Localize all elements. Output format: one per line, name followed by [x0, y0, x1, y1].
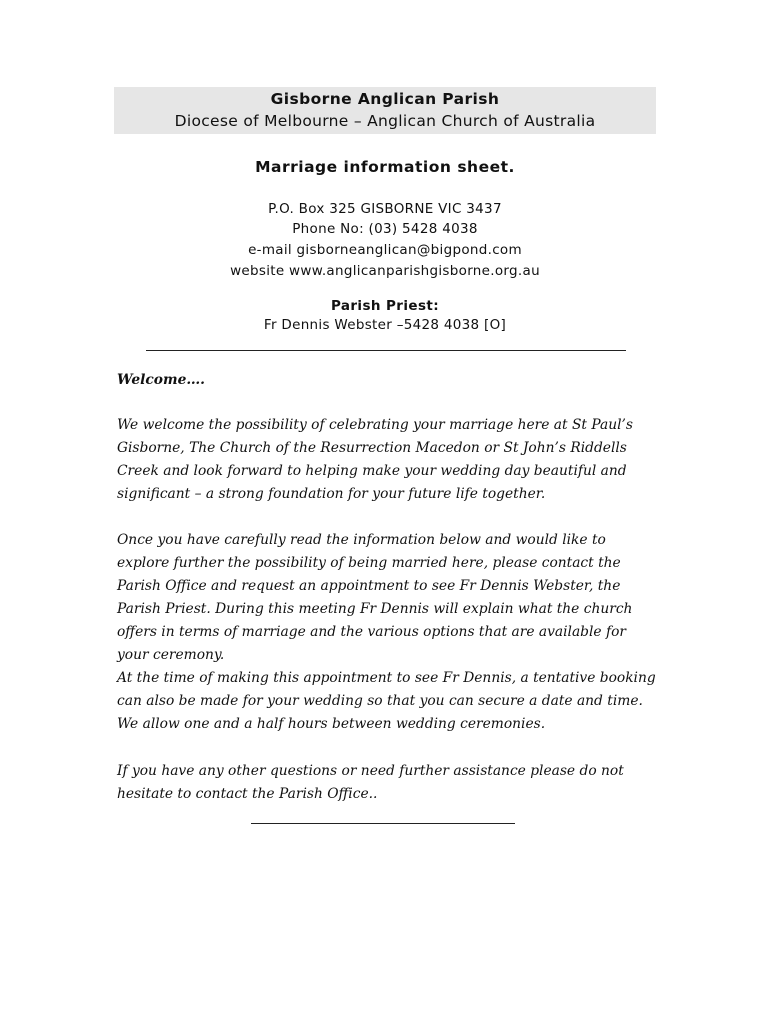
divider-line [146, 350, 626, 351]
diocese-line: Diocese of Melbourne – Anglican Church of Australia [174, 112, 596, 130]
phone-number: Phone No: (03) 5428 4038 [292, 221, 478, 237]
document-title: Marriage information sheet. [255, 158, 515, 176]
paragraph-appointment: Once you have carefully read the information below and would like to explore further the possibility of being married here, please contact the Parish Office and request an appointment to see Fr Dennis Webster, the Parish Priest. During this meeting Fr Dennis will explain what the church offers in terms of marriage and the various options that are available for your ceremony. [117, 532, 633, 663]
paragraph-welcome: We welcome the possibility of celebrating your marriage here at St Paul’s Gisborne, The Church of the Resurrection Macedon or St John’s Riddells Creek and look forward to helping make your wedding day beautiful and significant – a strong foundation for your future life together. [117, 417, 634, 502]
email-address: e-mail gisborneanglican@bigpond.com [248, 242, 522, 258]
postal-address: P.O. Box 325 GISBORNE VIC 3437 [268, 201, 502, 217]
priest-name: Fr Dennis Webster –5428 4038 [O] [263, 317, 507, 333]
priest-label: Parish Priest: [330, 298, 440, 314]
paragraph-contact: If you have any other questions or need further assistance please do not hesitate to contact the Parish Office.. [117, 763, 624, 802]
closing-divider-line [251, 823, 515, 824]
letterhead-band [114, 87, 656, 134]
paragraph-booking: At the time of making this appointment to see Fr Dennis, a tentative booking can also be made for your wedding so that you can secure a date and time. We allow one and a half hours between wedding ceremonies. [117, 670, 656, 732]
welcome-heading: Welcome…. [117, 372, 205, 388]
parish-name: Gisborne Anglican Parish [270, 90, 500, 108]
website-address: website www.anglicanparishgisborne.org.au [230, 263, 540, 279]
